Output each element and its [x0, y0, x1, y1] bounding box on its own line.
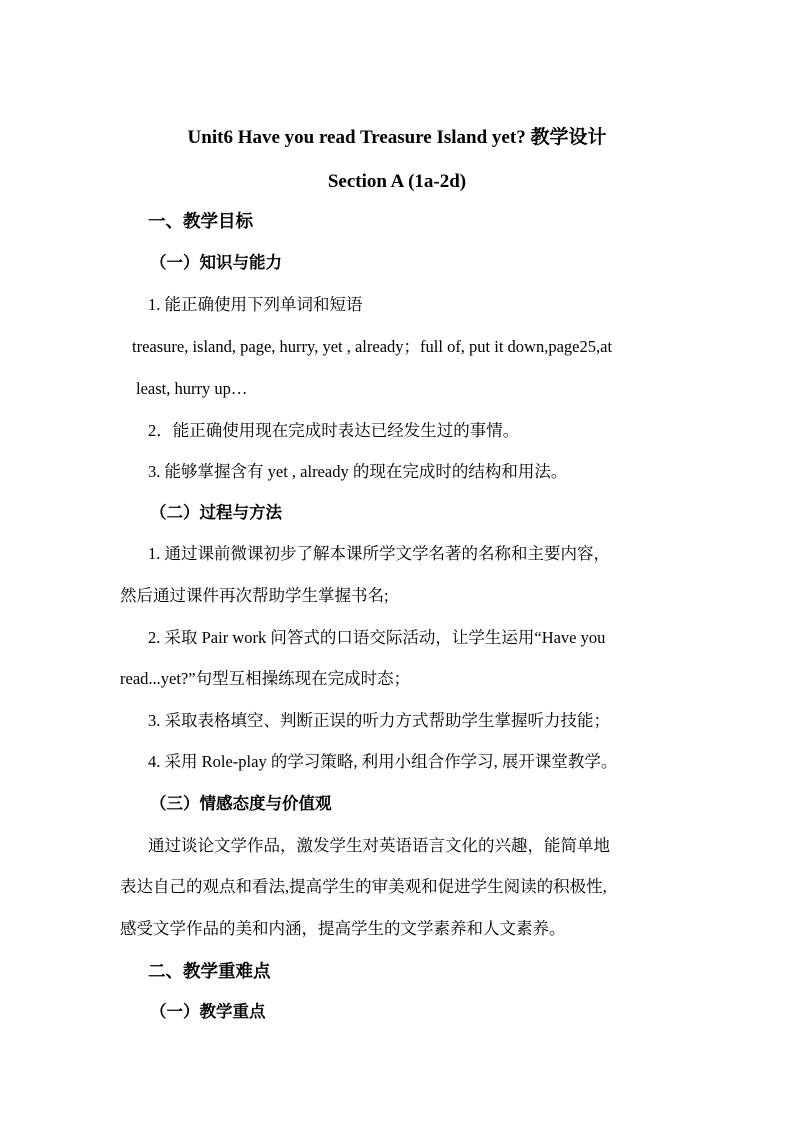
section-heading-objectives: 一、教学目标 [148, 211, 253, 231]
process-item-2: 2. 采取 Pair work 问答式的口语交际活动，让学生运用“Have you [148, 628, 606, 647]
process-item-2-cont: read...yet?”句型互相操练现在完成时态； [120, 669, 411, 688]
subsection-heading-process: （二）过程与方法 [150, 503, 282, 522]
subsection-heading-attitude: （三）情感态度与价值观 [150, 794, 332, 813]
subsection-heading-knowledge: （一）知识与能力 [150, 253, 282, 272]
section-heading-key-points: 二、教学重难点 [148, 961, 271, 981]
attitude-paragraph-line-1: 通过谈论文学作品，激发学生对英语语言文化的兴趣，能简单地 [148, 836, 610, 855]
attitude-paragraph-line-3: 感受文学作品的美和内涵，提高学生的文学素养和人文素养。 [120, 919, 566, 938]
process-item-3: 3. 采取表格填空、判断正误的听力方式帮助学生掌握听力技能； [148, 711, 610, 730]
process-item-4: 4. 采用 Role-play 的学习策略, 利用小组合作学习, 展开课堂教学。 [148, 752, 618, 771]
knowledge-item-3: 3. 能够掌握含有 yet , already 的现在完成时的结构和用法。 [148, 462, 568, 481]
attitude-paragraph-line-2: 表达自己的观点和看法,提高学生的审美观和促进学生阅读的积极性, [120, 877, 607, 896]
process-item-1: 1. 通过课前微课初步了解本课所学文学名著的名称和主要内容， [148, 544, 610, 563]
knowledge-item-1-words: treasure, island, page, hurry, yet , already；full of, put it down,page25,at [132, 337, 613, 356]
knowledge-item-1: 1. 能正确使用下列单词和短语 [148, 295, 363, 314]
knowledge-item-2: 2．能正确使用现在完成时表达已经发生过的事情。 [148, 421, 520, 440]
process-item-1-cont: 然后通过课件再次帮助学生掌握书名; [120, 586, 389, 605]
knowledge-item-1-words-cont: least, hurry up… [136, 379, 248, 398]
document-title: Unit6 Have you read Treasure Island yet? 教学设计 [187, 127, 607, 148]
subsection-heading-focus: （一）教学重点 [150, 1002, 266, 1021]
document-subtitle: Section A (1a-2d) [327, 171, 467, 192]
